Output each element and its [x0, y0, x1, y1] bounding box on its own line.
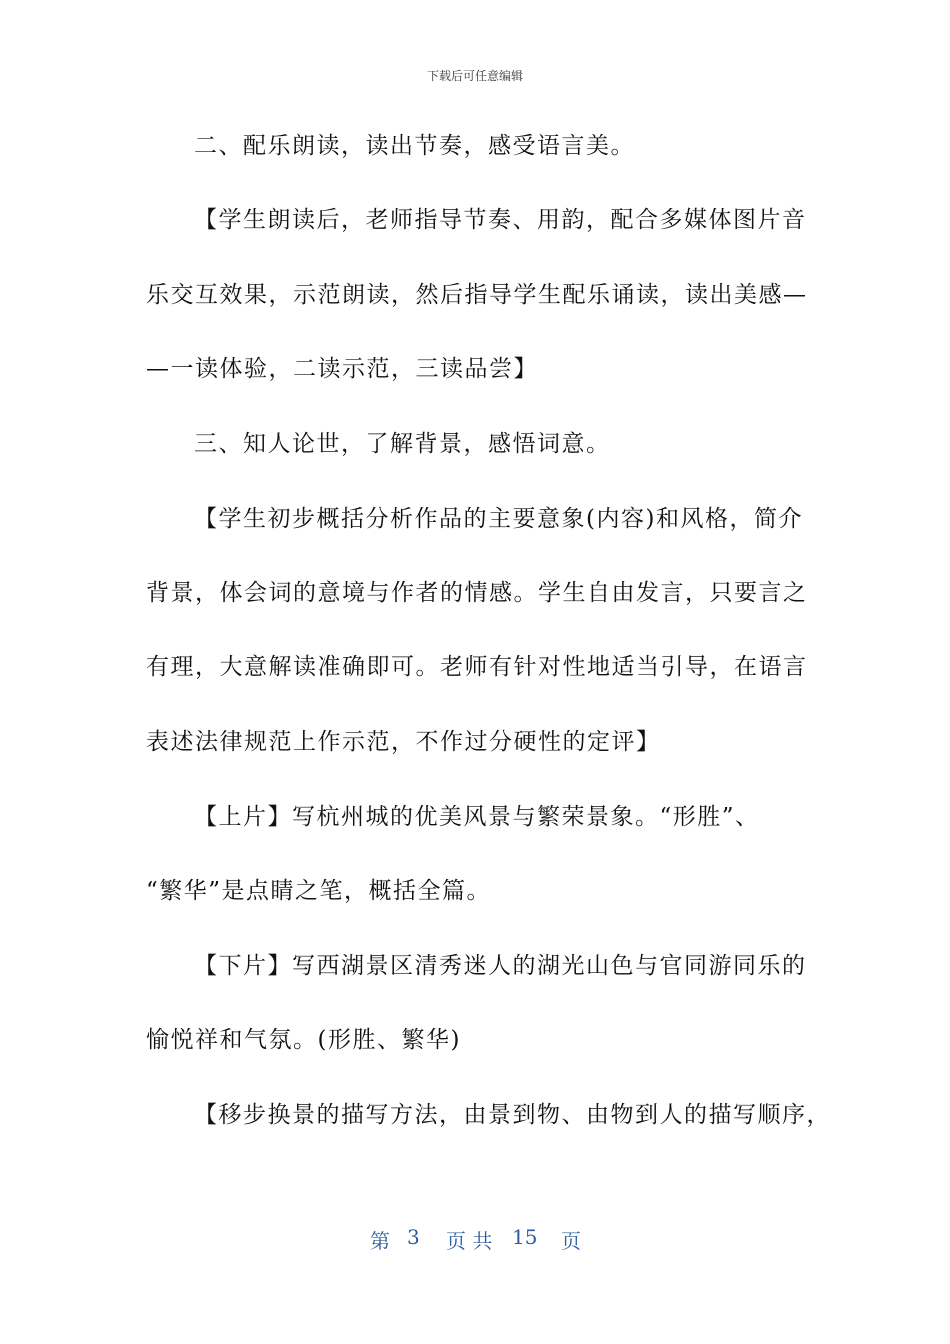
page-header: 下载后可任意编辑 — [426, 69, 523, 83]
paragraph-line: 有理，大意解读准确即可。老师有针对性地适当引导，在语言 — [146, 654, 808, 680]
footer-prefix: 第 — [370, 1229, 390, 1253]
current-page-number: 3 — [407, 1225, 420, 1249]
paragraph-line: 【移步换景的描写方法，由景到物、由物到人的描写顺序， — [194, 1102, 831, 1128]
paragraph-line: 背景，体会词的意境与作者的情感。学生自由发言，只要言之 — [146, 580, 808, 606]
paragraph-line: 【下片】写西湖景区清秀迷人的湖光山色与官同游同乐的 — [194, 953, 807, 979]
paragraph-line: —一读体验，二读示范，三读品尝】 — [146, 356, 538, 382]
paragraph-line: 【学生初步概括分析作品的主要意象(内容)和风格，简介 — [194, 506, 803, 532]
paragraph-line: 【学生朗读后，老师指导节奏、用韵，配合多媒体图片音 — [194, 207, 807, 233]
paragraph-line: 愉悦祥和气氛。(形胜、繁华) — [146, 1027, 461, 1053]
paragraph-line: “繁华”是点睛之笔，概括全篇。 — [146, 878, 492, 904]
paragraph-line: 乐交互效果，示范朗读，然后指导学生配乐诵读，读出美感— — [146, 282, 808, 308]
footer-suffix: 页 — [561, 1229, 581, 1253]
paragraph-line: 二、配乐朗读，读出节奏，感受语言美。 — [194, 133, 635, 159]
paragraph-line: 【上片】写杭州城的优美风景与繁荣景象。“形胜”、 — [194, 804, 760, 830]
paragraph-line: 三、知人论世，了解背景，感悟词意。 — [194, 431, 611, 457]
total-pages-number: 15 — [512, 1225, 538, 1249]
paragraph-line: 表述法律规范上作示范，不作过分硬性的定评】 — [146, 729, 661, 755]
footer-middle: 页 共 — [446, 1229, 493, 1253]
